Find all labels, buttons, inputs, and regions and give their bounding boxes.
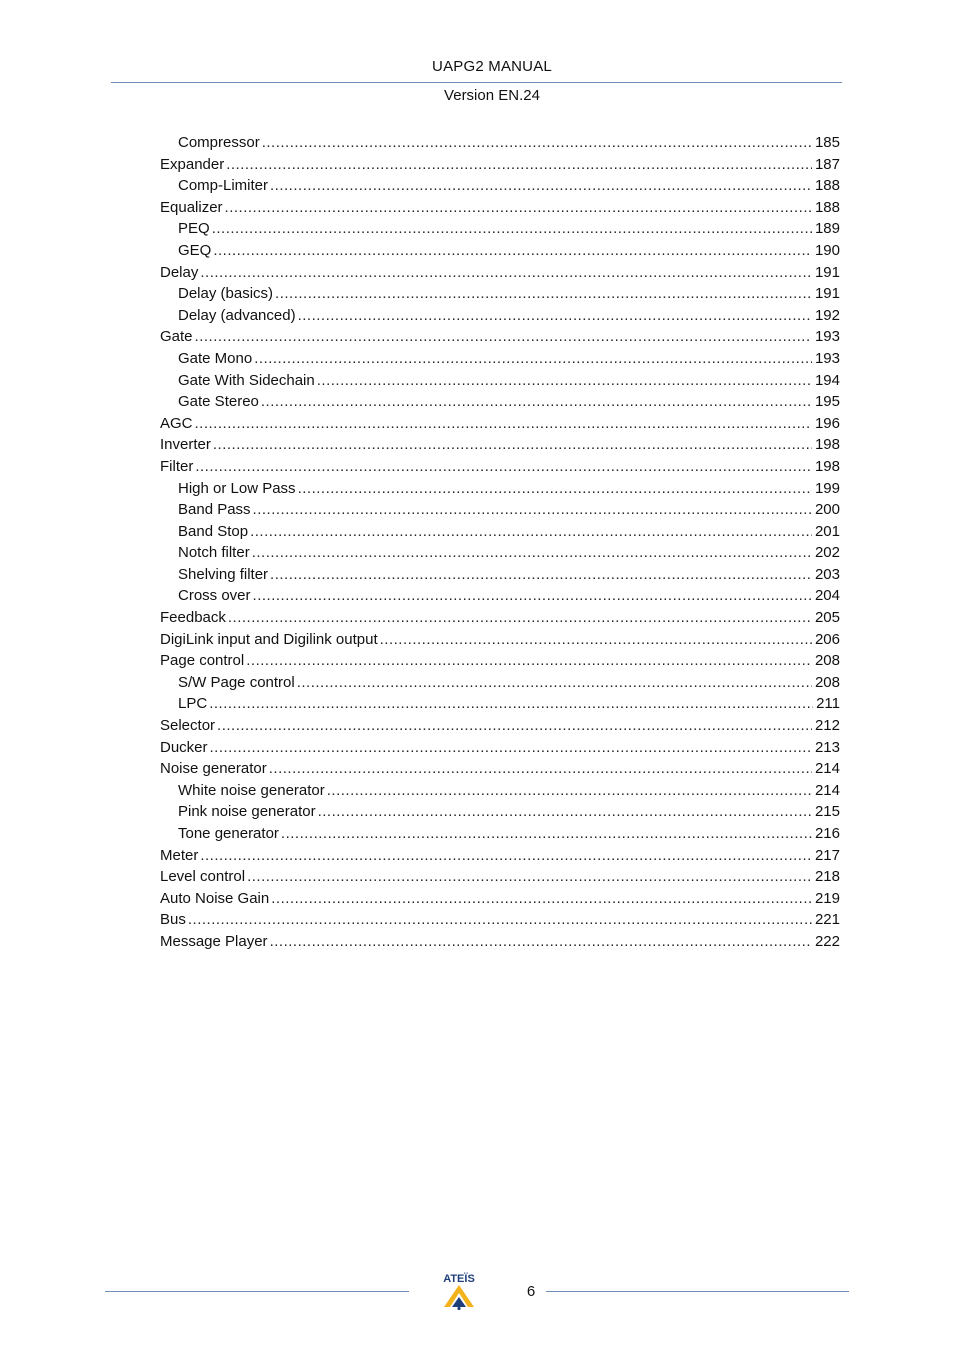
- toc-entry-title: Inverter: [160, 436, 211, 454]
- toc-entry-title: Selector: [160, 717, 216, 735]
- toc-entry-title: Pink noise generator: [178, 803, 316, 821]
- toc-entry-title: Band Pass: [178, 501, 251, 519]
- toc-entry-page: 222: [814, 932, 840, 950]
- toc-entry[interactable]: [160, 197, 840, 219]
- toc-entry[interactable]: [160, 413, 840, 435]
- toc-dot-leader: [195, 456, 812, 478]
- ateis-logo: [433, 1271, 485, 1313]
- toc-entry[interactable]: [160, 326, 840, 348]
- toc-dot-leader: [209, 693, 813, 715]
- toc-entry-page: 208: [814, 673, 840, 691]
- toc-entry-page: 191: [814, 263, 840, 281]
- toc-dot-leader: [217, 715, 812, 737]
- toc-dot-leader: [250, 521, 812, 543]
- toc-dot-leader: [318, 801, 812, 823]
- toc-entry-title: Comp-Limiter: [178, 177, 269, 195]
- toc-entry[interactable]: [160, 391, 840, 413]
- toc-entry-title: Delay: [160, 263, 199, 281]
- toc-dot-leader: [269, 758, 812, 780]
- toc-entry-title: Bus: [160, 911, 186, 929]
- toc-entry[interactable]: [160, 607, 840, 629]
- toc-entry-title: Auto Noise Gain: [160, 889, 270, 907]
- toc-entry-title: High or Low Pass: [178, 479, 296, 497]
- toc-dot-leader: [281, 823, 812, 845]
- toc-entry[interactable]: [160, 348, 840, 370]
- toc-entry[interactable]: [160, 585, 840, 607]
- toc-entry[interactable]: [160, 305, 840, 327]
- toc-dot-leader: [200, 262, 812, 284]
- toc-entry-page: 192: [814, 306, 840, 324]
- toc-entry-page: 214: [814, 760, 840, 778]
- toc-entry-title: Band Stop: [178, 522, 249, 540]
- toc-entry-page: 189: [814, 220, 840, 238]
- toc-entry-title: Equalizer: [160, 198, 223, 216]
- toc-entry-page: 204: [814, 587, 840, 605]
- toc-entry[interactable]: [160, 888, 840, 910]
- toc-entry-page: 193: [814, 349, 840, 367]
- toc-entry[interactable]: [160, 672, 840, 694]
- toc-entry-title: Shelving filter: [178, 565, 269, 583]
- toc-entry-page: 211: [816, 695, 840, 713]
- page-number: 6: [526, 1283, 536, 1300]
- toc-entry-page: 213: [814, 738, 840, 756]
- toc-entry-page: 205: [814, 609, 840, 627]
- toc-entry-page: 219: [814, 889, 840, 907]
- toc-entry-page: 198: [814, 436, 840, 454]
- toc-dot-leader: [271, 888, 812, 910]
- toc-entry-title: Page control: [160, 652, 245, 670]
- toc-entry-title: Level control: [160, 868, 246, 886]
- toc-entry[interactable]: [160, 758, 840, 780]
- toc-entry-page: 221: [814, 911, 840, 929]
- toc-entry[interactable]: [160, 845, 840, 867]
- toc-entry-page: 198: [814, 457, 840, 475]
- toc-entry[interactable]: [160, 715, 840, 737]
- toc-entry[interactable]: [160, 499, 840, 521]
- toc-entry[interactable]: [160, 693, 840, 715]
- toc-dot-leader: [195, 413, 812, 435]
- toc-entry-title: PEQ: [178, 220, 210, 238]
- document-title: UAPG2 MANUAL: [432, 58, 552, 75]
- ateis-logo-icon: [433, 1271, 485, 1313]
- toc-entry-title: Message Player: [160, 932, 268, 950]
- toc-entry[interactable]: [160, 823, 840, 845]
- toc-dot-leader: [298, 478, 812, 500]
- toc-dot-leader: [261, 391, 812, 413]
- toc-entry[interactable]: [160, 780, 840, 802]
- toc-dot-leader: [213, 240, 812, 262]
- toc-entry-page: 195: [814, 393, 840, 411]
- toc-dot-leader: [253, 585, 812, 607]
- toc-entry[interactable]: [160, 370, 840, 392]
- toc-entry-page: 187: [814, 155, 840, 173]
- toc-entry-title: Gate Mono: [178, 349, 253, 367]
- toc-entry[interactable]: [160, 521, 840, 543]
- toc-entry-title: Noise generator: [160, 760, 267, 778]
- toc-entry-page: 196: [814, 414, 840, 432]
- toc-entry-title: LPC: [178, 695, 208, 713]
- toc-dot-leader: [270, 175, 812, 197]
- toc-entry-page: 194: [814, 371, 840, 389]
- toc-dot-leader: [195, 326, 812, 348]
- header-divider: [111, 82, 842, 83]
- toc-dot-leader: [188, 909, 812, 931]
- toc-entry-page: 188: [814, 177, 840, 195]
- toc-entry-title: AGC: [160, 414, 193, 432]
- toc-dot-leader: [225, 197, 812, 219]
- toc-dot-leader: [252, 542, 812, 564]
- toc-entry[interactable]: [160, 801, 840, 823]
- toc-entry-page: 188: [814, 198, 840, 216]
- toc-entry[interactable]: [160, 931, 840, 953]
- toc-dot-leader: [270, 564, 812, 586]
- toc-entry-title: DigiLink input and Digilink output: [160, 630, 378, 648]
- toc-entry-title: Meter: [160, 846, 199, 864]
- toc-entry[interactable]: [160, 434, 840, 456]
- toc-entry[interactable]: [160, 262, 840, 284]
- footer-divider-right: [546, 1291, 849, 1292]
- toc-dot-leader: [253, 499, 812, 521]
- toc-entry-page: 200: [814, 501, 840, 519]
- toc-entry-title: Filter: [160, 457, 194, 475]
- toc-dot-leader: [317, 370, 812, 392]
- toc-entry[interactable]: [160, 737, 840, 759]
- toc-entry-title: Delay (basics): [178, 285, 274, 303]
- toc-entry-title: S/W Page control: [178, 673, 295, 691]
- toc-entry-page: 217: [814, 846, 840, 864]
- toc-dot-leader: [212, 218, 812, 240]
- toc-entry-page: 206: [814, 630, 840, 648]
- toc-entry-title: Cross over: [178, 587, 251, 605]
- logo-text: ATEÏS: [443, 1273, 475, 1285]
- table-of-contents: [160, 132, 840, 953]
- toc-entry-page: 203: [814, 565, 840, 583]
- document-version: Version EN.24: [444, 87, 540, 104]
- toc-entry[interactable]: [160, 218, 840, 240]
- toc-entry[interactable]: [160, 542, 840, 564]
- toc-entry-title: Tone generator: [178, 825, 279, 842]
- toc-entry-page: 202: [814, 544, 840, 562]
- toc-entry[interactable]: [160, 175, 840, 197]
- toc-entry-page: 208: [814, 652, 840, 670]
- toc-entry[interactable]: [160, 478, 840, 500]
- toc-entry-page: 193: [814, 328, 840, 346]
- toc-dot-leader: [380, 629, 812, 651]
- toc-entry-page: 201: [814, 522, 840, 540]
- toc-entry-page: 185: [814, 134, 840, 151]
- toc-entry-page: 214: [814, 781, 840, 799]
- toc-entry-title: Feedback: [160, 609, 226, 627]
- toc-dot-leader: [228, 607, 812, 629]
- toc-entry-page: 216: [814, 825, 840, 842]
- toc-entry-page: 212: [814, 717, 840, 735]
- toc-entry-title: Delay (advanced): [178, 306, 296, 324]
- toc-dot-leader: [246, 650, 812, 672]
- toc-dot-leader: [270, 931, 812, 953]
- toc-entry-page: 218: [814, 868, 840, 886]
- toc-entry-title: White noise generator: [178, 781, 325, 799]
- toc-entry-page: 199: [814, 479, 840, 497]
- toc-dot-leader: [298, 305, 812, 327]
- toc-entry-title: Gate With Sidechain: [178, 371, 315, 389]
- toc-dot-leader: [210, 737, 812, 759]
- toc-entry[interactable]: [160, 866, 840, 888]
- toc-entry-title: Notch filter: [178, 544, 250, 562]
- toc-dot-leader: [327, 780, 812, 802]
- toc-dot-leader: [213, 434, 812, 456]
- toc-entry-page: 215: [814, 803, 840, 821]
- toc-entry-page: 190: [814, 241, 840, 259]
- toc-entry[interactable]: [160, 283, 840, 305]
- toc-entry-title: Expander: [160, 155, 225, 173]
- toc-dot-leader: [297, 672, 812, 694]
- toc-dot-leader: [200, 845, 812, 867]
- toc-entry[interactable]: [160, 629, 840, 651]
- toc-dot-leader: [226, 154, 812, 176]
- toc-dot-leader: [262, 132, 812, 154]
- toc-entry[interactable]: [160, 456, 840, 478]
- toc-entry[interactable]: [160, 132, 840, 154]
- toc-entry[interactable]: [160, 564, 840, 586]
- toc-entry-title: Gate Stereo: [178, 393, 259, 411]
- toc-dot-leader: [254, 348, 812, 370]
- toc-entry[interactable]: [160, 909, 840, 931]
- toc-entry-title: GEQ: [178, 241, 212, 259]
- toc-entry-title: Compressor: [178, 134, 260, 151]
- toc-entry[interactable]: [160, 650, 840, 672]
- toc-entry[interactable]: [160, 240, 840, 262]
- toc-dot-leader: [247, 866, 812, 888]
- footer-divider-left: [105, 1291, 409, 1292]
- toc-entry-title: Gate: [160, 328, 193, 346]
- toc-entry[interactable]: [160, 154, 840, 176]
- toc-entry-title: Ducker: [160, 738, 208, 756]
- toc-dot-leader: [275, 283, 812, 305]
- toc-entry-page: 191: [814, 285, 840, 303]
